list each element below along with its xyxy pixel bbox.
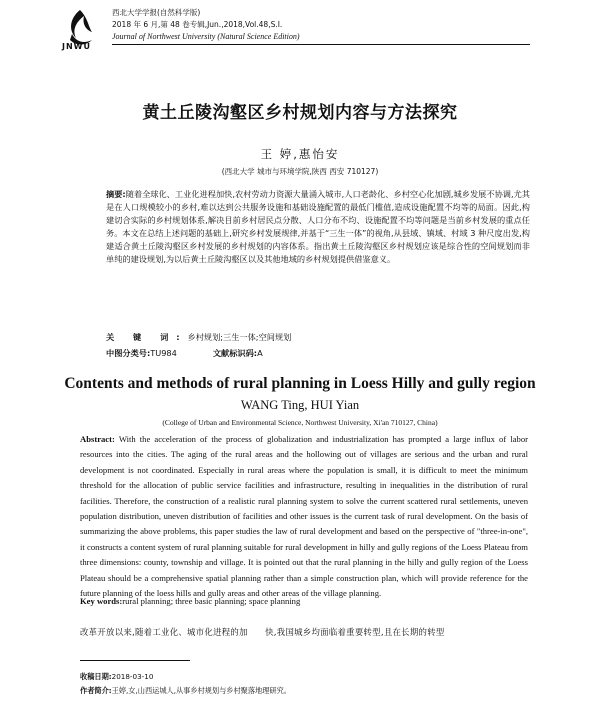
footnote-rule [80,660,190,661]
authors-cn: 王 婷,惠怡安 [260,147,340,161]
keywords-cn [106,332,530,343]
journal-name-cn: 西北大学学报(自然科学版) [112,8,201,17]
abstract-en-text: With the acceleration of the process of globalization and industrialization has prompted a large influx of labor resources into the cities. The aging of the rural areas and the hollowing out of villages are serious and the urban and rural development is not coordinated. Especially in rural areas where the population is small, it is difficult to meet the minimum threshold for the allocation of public service facilities and infrastructure, resulting in inequalities in the distribution of rural facilities. Therefore, the construction of a realistic rural planning system to solve the current scattered rural settlements, uneven population distribution, uneven distribution of facilities and other issues is the current task of rural development. On the basis of summarizing the above problems, this paper studies the law of rural development and based on the perspective of "three-in-one", it constructs a content system of rural planning suitable for rural development in hilly and gully regions of the Loess Plateau from three dimensions: county, township and village. It is pointed out that the rural planning in the hilly and gully region of the Loess Plateau should be a comprehensive spatial planning rather than a simple construction plan, which will provide reference for the future planning of the loess hills and gully areas and other areas of the village planning. [80,434,528,599]
keywords-en-label: Key words: [80,596,123,606]
abstract-cn-label: 摘要: [106,189,126,199]
affiliation-cn: (西北大学 城市与环境学院,陕西 西安 710127) [221,167,379,176]
paper-title-cn: 黄土丘陵沟壑区乡村规划内容与方法探究 [142,103,458,123]
keywords-en [80,596,528,606]
journal-logo-label: JNWU [62,42,91,51]
doc-code-value: A [257,348,263,358]
footnote-author [80,686,291,696]
authors-en: WANG Ting, HUI Yian [240,398,360,412]
abstract-en [80,432,528,601]
class-number-value: TU984 [150,348,177,358]
received-value: 2018-03-10 [111,672,154,681]
journal-name-en: Journal of Northwest University (Natural Science Edition) [112,32,300,41]
received-label: 收稿日期: [80,672,112,681]
paper-title-en: Contents and methods of rural planning in Loess Hilly and gully region [64,375,536,392]
body-first-line: 改革开放以来,随着工业化、城市化进程的加 快,我国城乡均面临着重要转型,且在长期的转型 [80,627,445,637]
keywords-cn-text: 乡村规划;三生一体;空间规划 [187,332,292,342]
affiliation-en: (College of Urban and Environmental Science, Northwest University, Xi'an 710127, China) [162,418,438,427]
author-bio-label: 作者简介: [80,686,112,695]
keywords-cn-label: 关 键 词: [106,332,188,342]
header-rule [112,44,530,45]
classification-cn [106,348,263,359]
footnote-received [80,672,153,682]
abstract-cn [106,188,530,267]
journal-issue: 2018 年 6 月,第 48 卷专辑,Jun.,2018,Vol.48,S.I. [112,20,283,29]
author-bio-value: 王婷,女,山西运城人,从事乡村规划与乡村聚落地理研究。 [111,686,291,695]
abstract-en-label: Abstract: [80,434,115,444]
keywords-en-text: rural planning; three basic planning; space planning [122,596,301,606]
abstract-cn-text: 随着全球化、工业化进程加快,农村劳动力资源大量涌入城市,人口老龄化、乡村空心化加剧,城乡发展不协调,尤其是在人口规模较小的乡村,难以达到公共服务设施和基础设施配置的最低门槛值,造成设施配置不均等的局面。因此,构建切合实际的乡村规划体系,解决目前乡村居民点分散、人口分布不均、设施配置不均等问题是当前乡村发展的重点任务。本文在总结上述问题的基础上,研究乡村发展规律,并基于“三生一体”的视角,从县域、镇域、村域 3 种尺度出发,构建适合黄土丘陵沟壑区乡村发展的乡村规划的内容体系。指出黄土丘陵沟壑区乡村规划应该是综合性的空间规划而非单纯的建设规划,为以后黄土丘陵沟壑区以及其他地域的乡村规划提供借鉴意义。 [106,189,530,265]
class-number-label: 中图分类号: [106,348,151,358]
doc-code-label: 文献标识码: [212,348,258,358]
